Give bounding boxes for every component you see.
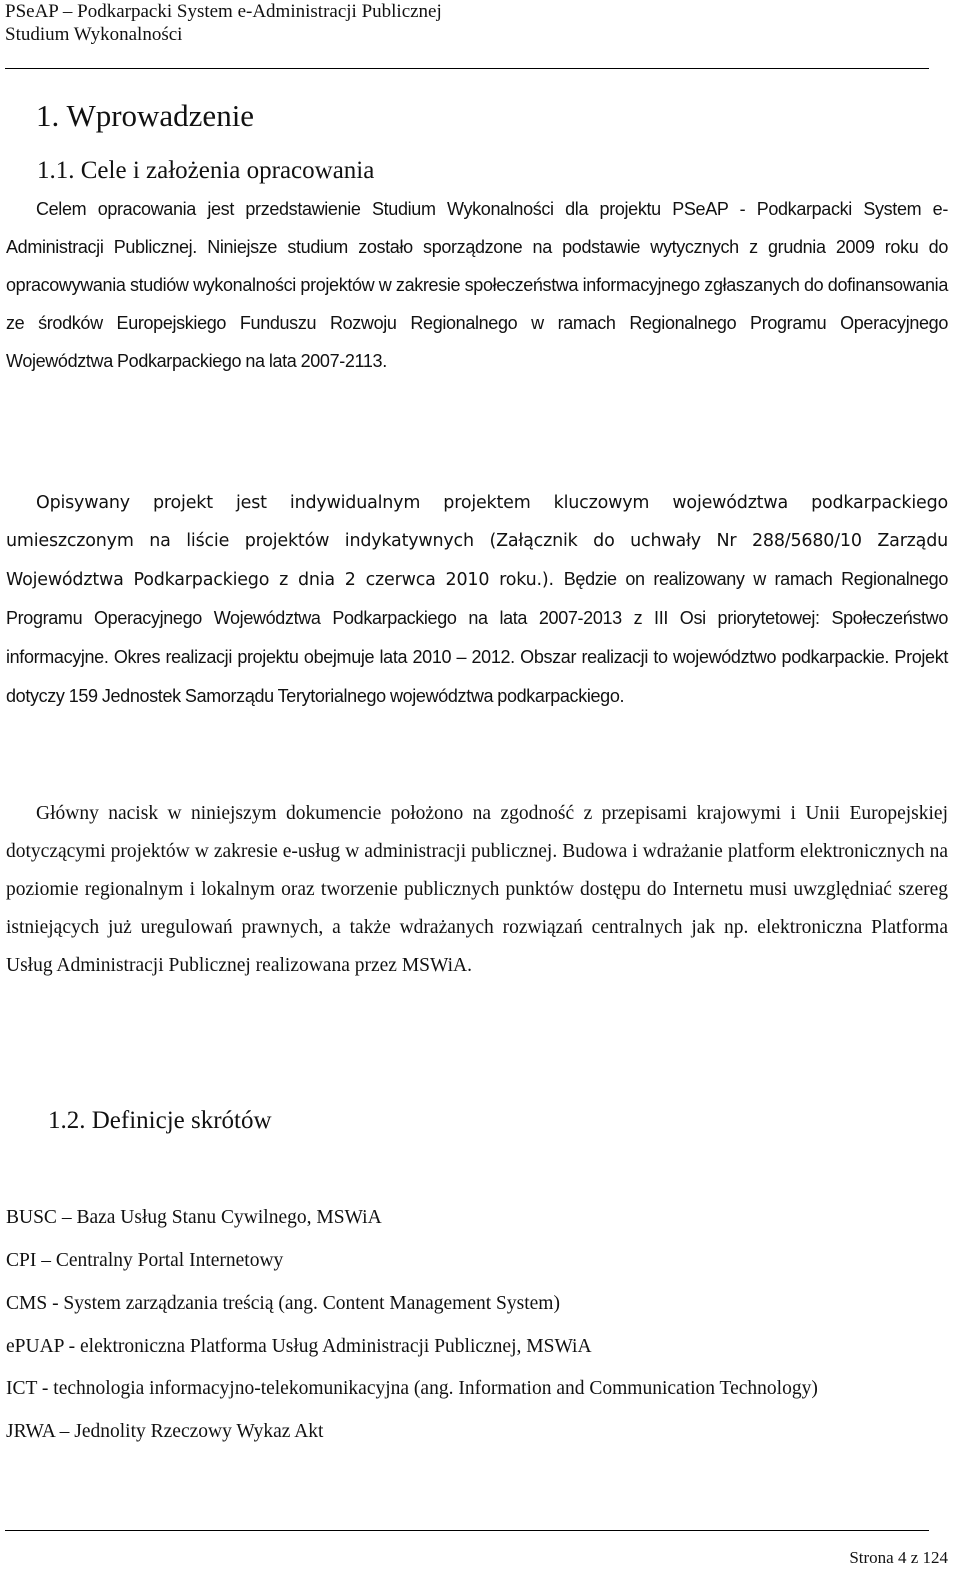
abbreviation-item-epuap: ePUAP - elektroniczna Platforma Usług Administracji Publicznej, MSWiA	[6, 1336, 592, 1357]
paragraph-project-description-a: Opisywany projekt jest indywidualnym projektem kluczowym województwa podkarpackiego umieszczonym na liście projektów indykatywnych (Załącznik do uchwały Nr 288/5680/10 Zarządu Województwa Podkarpackiego z dnia 2 czerwca 2010 roku.).	[6, 493, 948, 590]
subsection-heading-abbreviations: 1.2. Definicje skrótów	[48, 1107, 272, 1134]
paragraph-legal-focus: Główny nacisk w niniejszym dokumencie położono na zgodność z przepisami krajowymi i Unii Europejskiej dotyczącymi projektów w zakresie e-usług w administracji publicznej. Budowa i wdrażanie platform elektronicznych na poziomie regionalnym i lokalnym oraz tworzenie publicznych punktów dostępu do Internetu musi uwzględniać szereg istniejących już uregulowań prawnych, a także wdrażanych rozwiązań centralnych jak np. elektroniczna Platforma Usług Administracji Publicznej realizowana przez MSWiA.	[6, 803, 948, 976]
abbreviation-item-jrwa: JRWA – Jednolity Rzeczowy Wykaz Akt	[6, 1421, 324, 1442]
header-title: PSeAP – Podkarpacki System e-Administracji Publicznej	[5, 1, 442, 22]
abbreviation-item-cpi: CPI – Centralny Portal Internetowy	[6, 1250, 284, 1271]
abbreviation-list	[6, 1196, 948, 1453]
paragraph-purpose: Celem opracowania jest przedstawienie Studium Wykonalności dla projektu PSeAP - Podkarpacki System e-Administracji Publicznej. Niniejsze studium zostało sporządzone na podstawie wytycznych z grudnia 2009 roku do opracowywania studiów wykonalności projektów w zakresie społeczeństwa informacyjnego zgłaszanych do dofinansowania ze środków Europejskiego Funduszu Rozwoju Regionalnego w ramach Regionalnego Programu Operacyjnego Województwa Podkarpackiego na lata 2007-2113.	[6, 199, 948, 371]
header-divider	[5, 68, 929, 69]
paragraph-project-description-b: Będzie on realizowany w ramach Regionalnego Programu Operacyjnego Województwa Podkarpackiego na lata 2007-2013 z III Osi priorytetowej: Społeczeństwo informacyjne. Okres realizacji projektu obejmuje lata 2010 – 2012. Obszar realizacji to województwo podkarpackie. Projekt dotyczy 159 Jednostek Samorządu Terytorialnego województwa podkarpackiego.	[6, 569, 948, 706]
paragraph-project-description	[6, 484, 948, 716]
running-header	[5, 0, 925, 46]
abbreviation-item-busc: BUSC – Baza Usług Stanu Cywilnego, MSWiA	[6, 1207, 382, 1228]
abbreviation-item-cms: CMS - System zarządzania treścią (ang. Content Management System)	[6, 1293, 560, 1314]
page-number: Strona 4 z 124	[849, 1548, 948, 1567]
header-subtitle: Studium Wykonalności	[5, 24, 183, 45]
subsection-heading-goals: 1.1. Cele i założenia opracowania	[37, 157, 375, 184]
footer-divider	[5, 1530, 929, 1531]
section-heading: 1. Wprowadzenie	[36, 98, 255, 133]
abbreviation-item-ict: ICT - technologia informacyjno-telekomunikacyjna (ang. Information and Communication Technology)	[6, 1378, 818, 1399]
